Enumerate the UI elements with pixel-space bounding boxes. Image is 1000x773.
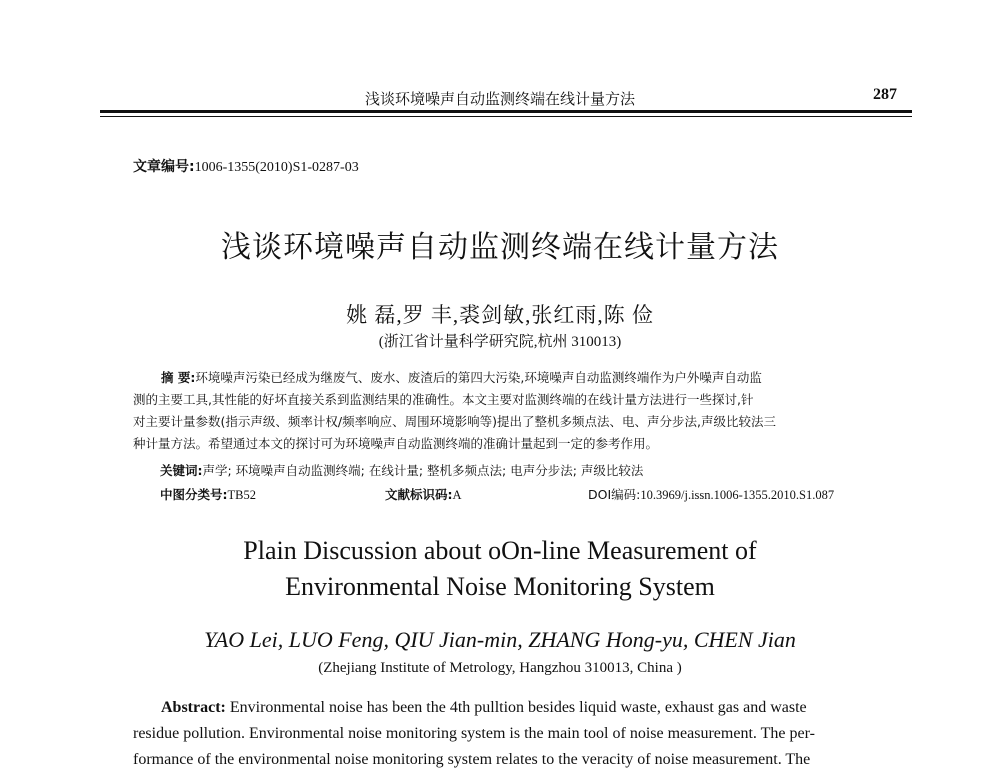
title-zh: 浅谈环境噪声自动监测终端在线计量方法 bbox=[221, 230, 779, 265]
title-en-line: Plain Discussion about oOn-line Measurement of bbox=[243, 536, 757, 565]
article-number-label: 文章编号: bbox=[133, 159, 195, 175]
header-rule-thick bbox=[100, 110, 912, 113]
affiliation-en: (Zhejiang Institute of Metrology, Hangzhou 310013, China ) bbox=[318, 660, 682, 676]
affiliation-zh: (浙江省计量科学研究院,杭州 310013) bbox=[378, 334, 622, 350]
page-number: 287 bbox=[873, 86, 897, 103]
doi-label: DOI编码: bbox=[588, 487, 641, 502]
clc-label: 中图分类号: bbox=[160, 487, 228, 502]
abstract-zh-line: 摘 要:环境噪声污染已经成为继废气、废水、废渣后的第四大污染,环境噪声自动监测终端作为户外噪声自动监 bbox=[161, 370, 762, 385]
header-rule-thin bbox=[100, 116, 912, 117]
abstract-zh-line: 种计量方法。希望通过本文的探讨可为环境噪声自动监测终端的准确计量起到一定的参考作用。 bbox=[133, 436, 659, 451]
keywords bbox=[160, 461, 643, 479]
title-en-line: Environmental Noise Monitoring System bbox=[285, 572, 715, 601]
doi-value: 10.3969/j.issn.1006-1355.2010.S1.087 bbox=[640, 488, 835, 502]
article-number-value: 1006-1355(2010)S1-0287-03 bbox=[194, 160, 359, 175]
abstract-en bbox=[133, 695, 893, 773]
abstract-en-line: formance of the environmental noise monitoring system relates to the veracity of noise measurement. The bbox=[133, 751, 811, 768]
title-en bbox=[0, 533, 1000, 605]
keywords-label: 关键词: bbox=[160, 463, 203, 478]
doi bbox=[588, 485, 834, 503]
doc-code-value: A bbox=[452, 488, 462, 502]
authors-zh: 姚 磊,罗 丰,裘剑敏,张红雨,陈 俭 bbox=[346, 303, 654, 327]
clc-number bbox=[160, 485, 256, 503]
doc-code-label: 文献标识码: bbox=[385, 487, 453, 502]
running-title: 浅谈环境噪声自动监测终端在线计量方法 bbox=[365, 90, 636, 108]
abstract-zh-line: 测的主要工具,其性能的好坏直接关系到监测结果的准确性。本文主要对监测终端的在线计量方法进行一些探讨,针 bbox=[133, 392, 754, 407]
clc-value: TB52 bbox=[227, 488, 256, 502]
authors-en: YAO Lei, LUO Feng, QIU Jian-min, ZHANG Hong-yu, CHEN Jian bbox=[204, 627, 796, 652]
abstract-zh-label: 摘 要: bbox=[161, 370, 196, 385]
abstract-zh-line: 对主要计量参数(指示声级、频率计权/频率响应、周围环境影响等)提出了整机多频点法、电、声分步法,声级比较法三 bbox=[133, 414, 776, 429]
keywords-value: 声学; 环境噪声自动监测终端; 在线计量; 整机多频点法; 电声分步法; 声级比较法 bbox=[202, 463, 644, 478]
article-number bbox=[133, 156, 359, 176]
abstract-en-line: residue pollution. Environmental noise monitoring system is the main tool of noise measurement. The per- bbox=[133, 725, 815, 742]
abstract-zh bbox=[133, 367, 903, 455]
abstract-en-line: Abstract: Environmental noise has been the 4th pulltion besides liquid waste, exhaust gas and waste bbox=[161, 699, 807, 716]
document-code bbox=[385, 485, 462, 503]
abstract-en-label: Abstract: bbox=[161, 699, 226, 716]
